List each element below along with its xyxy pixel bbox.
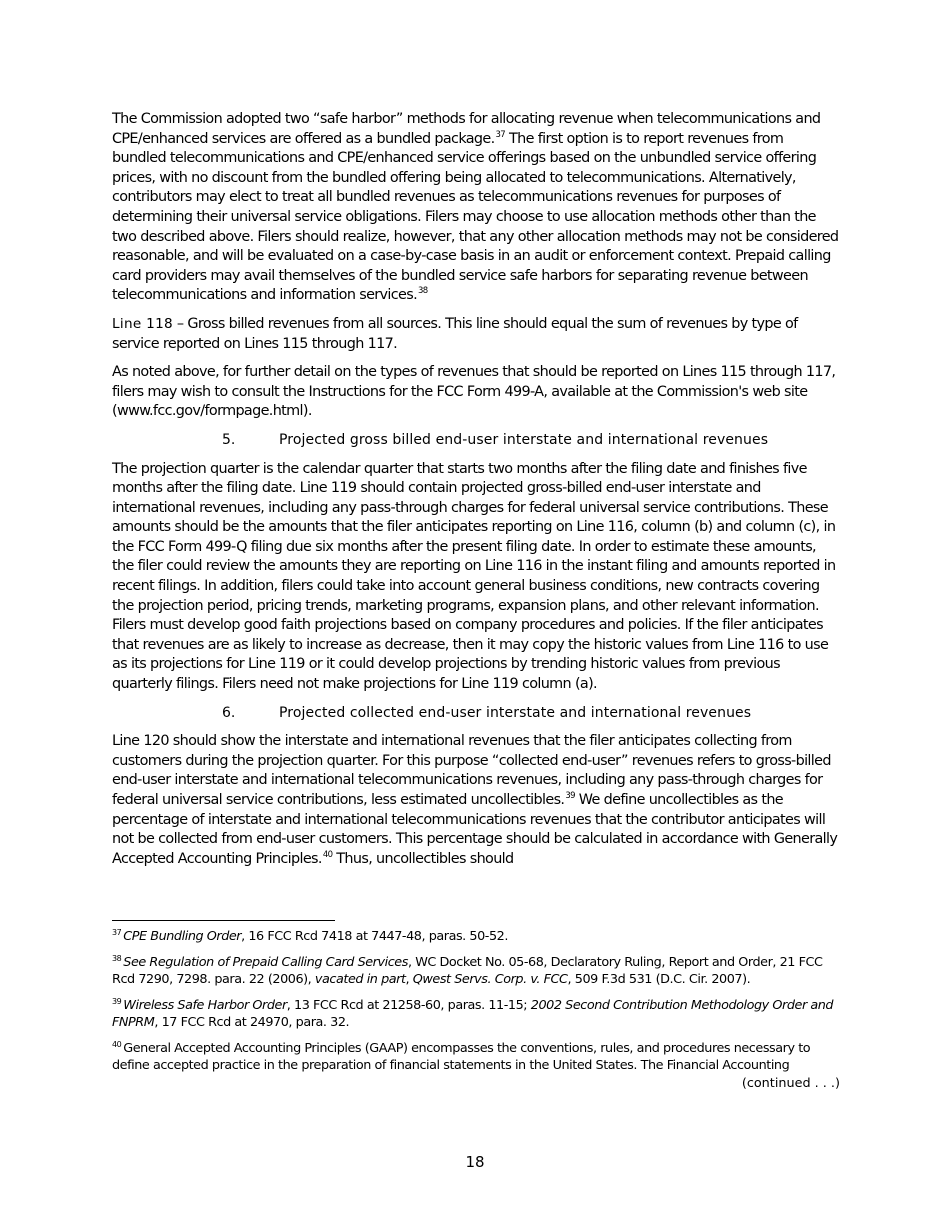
section-title: Projected collected end-user interstate and international revenues <box>279 704 752 721</box>
footnote-ref-40[interactable]: 40 <box>322 849 333 860</box>
paragraph-further-detail: As noted above, for further detail on the types of revenues that should be reported on Lines 115 through 117, filers may wish to consult the Instructions for the FCC Form 499-A, available at the Commission's web site (www.fcc.gov/formpage.html). <box>112 364 836 420</box>
footnote-38: $^{38}$ See Regulation of Prepaid Calling Card Services, WC Docket No. 05-68, Declaratory Ruling, Report and Order, 21 FCC Rcd 7290, 7298. para. 22 (2006), vacated in part, Qwest Servs. Corp. v. FCC, 509 F.3d 531 (D.C. Cir. 2007). <box>112 953 823 987</box>
paragraph-bundled-safe-harbor: The Commission adopted two “safe harbor” methods for allocating revenue when telecommunications and CPE/enhanced services are offered as a bundled package.$^{37}$ The first option is to report revenues from bundled telecommunications and CPE/enhanced service offerings based on the unbundled service offering prices, with no discount from the bundled offering being allocated to telecommunications. Alternatively, contributors may elect to treat all bundled revenues as telecommunications revenues for purposes of determining their universal service obligations. Filers may choose to use allocation methods other than the two described above. Filers should realize, however, that any other allocation methods may not be considered reasonable, and will be evaluated on a case-by-case basis in an audit or enforcement context. Prepaid calling card providers may avail themselves of the bundled service safe harbors for separating revenue between telecommunications and information services.$^{38}$ <box>112 111 839 304</box>
section-number: 6. <box>222 704 236 721</box>
footnote-39: $^{39}$ Wireless Safe Harbor Order, 13 FCC Rcd at 21258-60, paras. 11-15; 2002 Second Contribution Methodology Order and FNPRM, 17 FCC Rcd at 24970, para. 32. <box>112 996 834 1030</box>
paragraph-line-118: Line 118 – Gross billed revenues from all sources. This line should equal the sum of revenues by type of service reported on Lines 115 through 117. <box>112 315 798 352</box>
page-number: 18 <box>465 1153 485 1171</box>
footnote-separator <box>112 920 335 921</box>
footnote-40: $^{40}$ General Accepted Accounting Principles (GAAP) encompasses the conventions, rules, and procedures necessary to define accepted practice in the preparation of financial statements in the United States. The Financial Accounting <box>112 1039 811 1073</box>
section-number: 5. <box>222 431 236 448</box>
section-title: Projected gross billed end-user interstate and international revenues <box>279 431 769 448</box>
footnote-ref-39[interactable]: 39 <box>565 791 575 801</box>
continued-note: (continued . . .) <box>741 1075 840 1091</box>
body-text <box>112 110 840 878</box>
footnote-ref-38[interactable]: 38 <box>418 286 428 297</box>
line-118-label: Line 118 <box>112 315 173 332</box>
section-heading-6 <box>112 704 840 724</box>
section-heading-5 <box>112 431 840 451</box>
footnotes <box>112 928 840 1092</box>
footnote-37: $^{37}$ CPE Bundling Order, 16 FCC Rcd 7418 at 7447-48, paras. 50-52. <box>112 928 508 944</box>
paragraph-line-120: Line 120 should show the interstate and international revenues that the filer anticipates collecting from customers during the projection quarter. For this purpose “collected end-user” revenues refers to gross-billed end-user interstate and international telecommunications revenues, including any pass-through charges for federal universal service contributions, less estimated uncollectibles.$^{39}$ We define uncollectibles as the percentage of interstate and international telecommunications revenues that the contributor anticipates will not be collected from end-user customers. This percentage should be calculated in accordance with Generally Accepted Accounting Principles.$^{40}$ Thus, uncollectibles should <box>112 733 838 867</box>
footnote-ref-37[interactable]: 37 <box>495 129 506 140</box>
paragraph-projection-quarter: The projection quarter is the calendar quarter that starts two months after the filing date and finishes five months after the filing date. Line 119 should contain projected gross-billed end-user interstate and international revenues, including any pass-through charges for federal universal service contributions. These amounts should be the amounts that the filer anticipates reporting on Line 116, column (b) and column (c), in the FCC Form 499-Q filing due six months after the present filing date. In order to estimate these amounts, the filer could review the amounts they are reporting on Line 116 in the instant filing and amounts reported in recent filings. In addition, filers could take into account general business conditions, new contracts covering the projection period, pricing trends, marketing programs, expansion plans, and other relevant information. Filers must develop good faith projections based on company procedures and policies. If the filer anticipates that revenues are as likely to increase as decrease, then it may copy the historic values from Line 116 to use as its projections for Line 119 or it could develop projections by trending historic values from previous quarterly filings. Filers need not make projections for Line 119 column (a). <box>112 460 836 693</box>
